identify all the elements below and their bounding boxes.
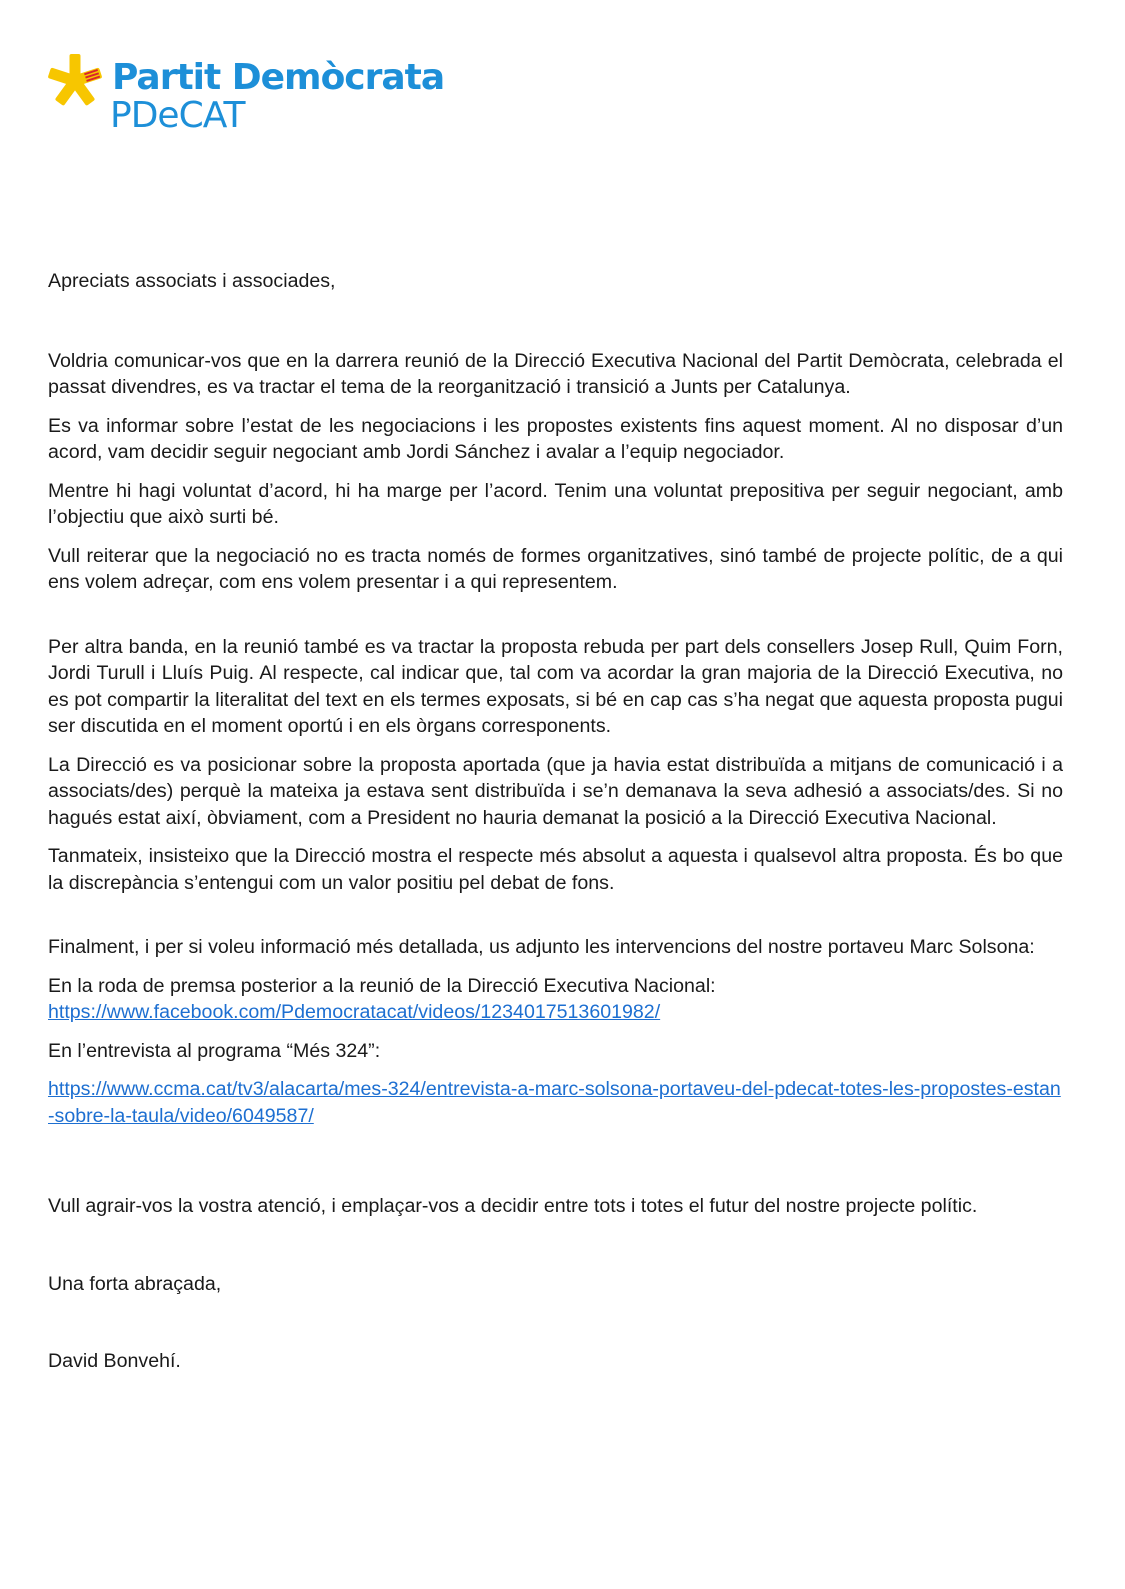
paragraph-interview-link	[48, 1076, 1063, 1129]
paragraph-interventions: Finalment, i per si voleu informació més detallada, us adjunto les intervencions del nostre portaveu Marc Solsona:	[48, 936, 1035, 958]
paragraph-direction-position: La Direcció es va posicionar sobre la proposta aportada (que ja havia estat distribuïda a mitjans de comunicació i a associats/des) perquè la mateixa ja estava sent distribuïda i se’n demanava la seva adhesió a associats/des. Si no hagués estat així, òbviament, com a President no hauria demanat la posició a la Direcció Executiva Nacional.	[48, 753, 1063, 829]
letter-greeting: Apreciats associats i associades,	[48, 270, 336, 292]
paragraph-interview-label: En l’entrevista al programa “Més 324”:	[48, 1039, 381, 1062]
paragraph-meeting: Voldria comunicar-vos que en la darrera reunió de la Direcció Executiva Nacional del Partit Demòcrata, celebrada el passat divendres, es va tractar el tema de la reorganització i transició a Junts per Catalunya.	[48, 349, 1063, 398]
paragraph-political-project: Vull reiterar que la negociació no es tracta només de formes organitzatives, sinó també de projecte polític, de a qui ens volem adreçar, com ens volem presentar i a qui representem.	[48, 544, 1063, 593]
paragraph-thanks: Vull agrair-vos la vostra atenció, i emplaçar-vos a decidir entre tots i totes el futur del nostre projecte polític.	[48, 1195, 978, 1217]
paragraph-respect: Tanmateix, insisteixo que la Direcció mostra el respecte més absolut a aquesta i qualsevol altra proposta. És bo que la discrepància s’entengui com un valor positiu pel debat de fons.	[48, 845, 1063, 894]
facebook-video-link[interactable]: https://www.facebook.com/Pdemocratacat/videos/1234017513601982/	[48, 1001, 661, 1023]
letter-closing: Una forta abraçada,	[48, 1272, 222, 1295]
logo-party-name: Partit Demòcrata	[112, 57, 445, 98]
logo-party-acronym: PDeCAT	[110, 95, 245, 136]
letter-body	[48, 268, 1063, 1375]
paragraph-will-to-agree: Mentre hi hagi voluntat d’acord, hi ha marge per l’acord. Tenim una voluntat prepositiva per seguir negociant, amb l’objectiu que això surti bé.	[48, 479, 1063, 528]
party-logo	[46, 52, 476, 136]
press-conference-label: En la roda de premsa posterior a la reunió de la Direcció Executiva Nacional:	[48, 974, 716, 997]
ccma-video-link[interactable]: https://www.ccma.cat/tv3/alacarta/mes-324/entrevista-a-marc-solsona-portaveu-del-pdecat-totes-les-propostes-estan-sobre-la-taula/video/6049587/	[48, 1078, 1061, 1127]
paragraph-negotiations: Es va informar sobre l’estat de les negociacions i les propostes existents fins aquest moment. Al no disposar d’un acord, vam decidir seguir negociant amb Jordi Sánchez i avalar a l’equip negociador.	[48, 414, 1063, 463]
paragraph-proposal-received: Per altra banda, en la reunió també es va tractar la proposta rebuda per part dels consellers Josep Rull, Quim Forn, Jordi Turull i Lluís Puig. Al respecte, cal indicar que, tal com va acordar la gran majoria de la Direcció Executiva, no es pot compartir la literalitat del text en els termes exposats, si bé en cap cas s’ha negat que aquesta proposta pugui ser discutida en el moment oportú i en els òrgans corresponents.	[48, 635, 1063, 737]
paragraph-press-conference	[48, 973, 1063, 1026]
letter-signature: David Bonvehí.	[48, 1350, 181, 1372]
star-icon	[46, 52, 104, 110]
